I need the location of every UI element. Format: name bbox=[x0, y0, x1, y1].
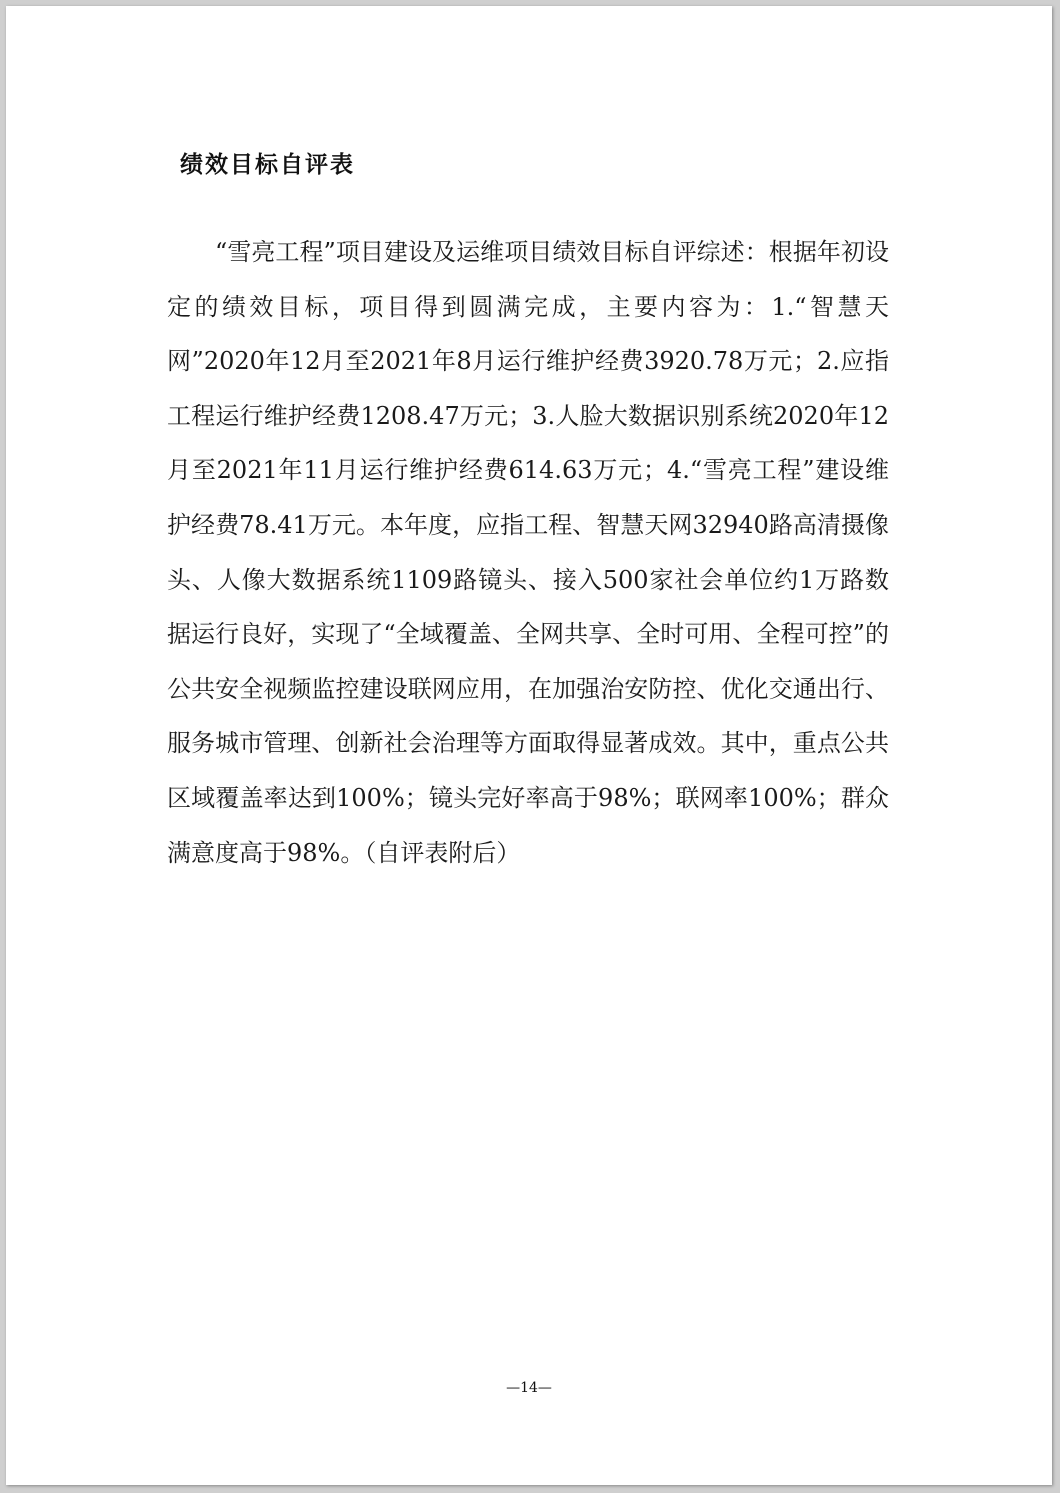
summary-paragraph: “雪亮工程”项目建设及运维项目绩效目标自评综述：根据年初设定的绩效目标，项目得到圆满完成，主要内容为：1.“智慧天网”2020年12月至2021年8月运行维护经费3920.78万元；2.应指工程运行维护经费1208.47万元；3.人脸大数据识别系统2020年12月至2021年11月运行维护经费614.63万元；4.“雪亮工程”建设维护经费78.41万元。本年度，应指工程、智慧天网32940路高清摄像头、人像大数据系统1109路镜头、接入500家社会单位约1万路数据运行良好，实现了“全域覆盖、全网共享、全时可用、全程可控”的公共安全视频监控建设联网应用，在加强治安防控、优化交通出行、服务城市管理、创新社会治理等方面取得显著成效。其中，重点公共区域覆盖率达到100%；镜头完好率高于98%；联网率100%；群众满意度高于98%。（自评表附后） bbox=[167, 238, 889, 867]
section-heading: 绩效目标自评表 bbox=[180, 151, 355, 178]
document-page bbox=[6, 6, 1052, 1485]
page-number: —14— bbox=[506, 1380, 552, 1396]
